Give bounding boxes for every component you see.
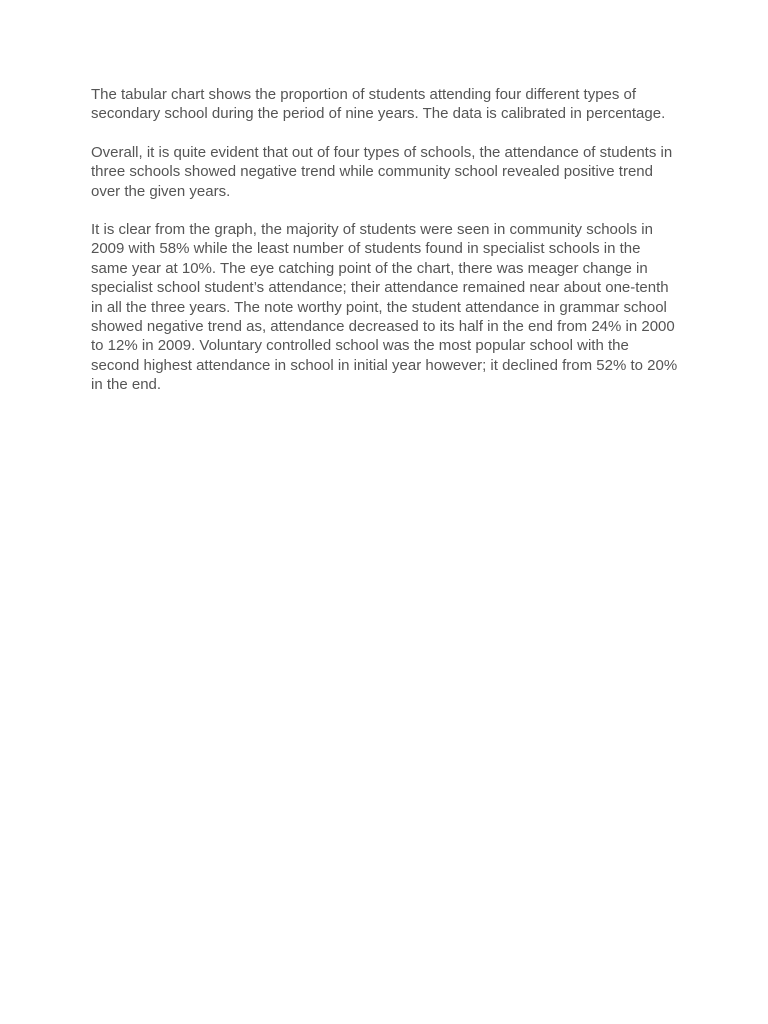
paragraph-intro: The tabular chart shows the proportion of students attending four different types of secondary school during the period of nine years. The data is calibrated in percentage.	[91, 86, 666, 123]
paragraph-overview: Overall, it is quite evident that out of four types of schools, the attendance of students in three schools showed negative trend while community school revealed positive trend over the given years.	[91, 143, 673, 200]
document-body	[91, 85, 681, 414]
paragraph-details: It is clear from the graph, the majority of students were seen in community schools in 2009 with 58% while the least number of students found in specialist schools in the same year at 10%. The eye catching point of the chart, there was meager change in specialist school student’s attendance; their attendance remained near about one-tenth in all the three years. The note worthy point, the student attendance in grammar school showed negative trend as, attendance decreased to its half in the end from 24% in 2000 to 12% in 2009. Voluntary controlled school was the most popular school with the second highest attendance in school in initial year however; it declined from 52% to 20% in the end.	[91, 221, 678, 394]
